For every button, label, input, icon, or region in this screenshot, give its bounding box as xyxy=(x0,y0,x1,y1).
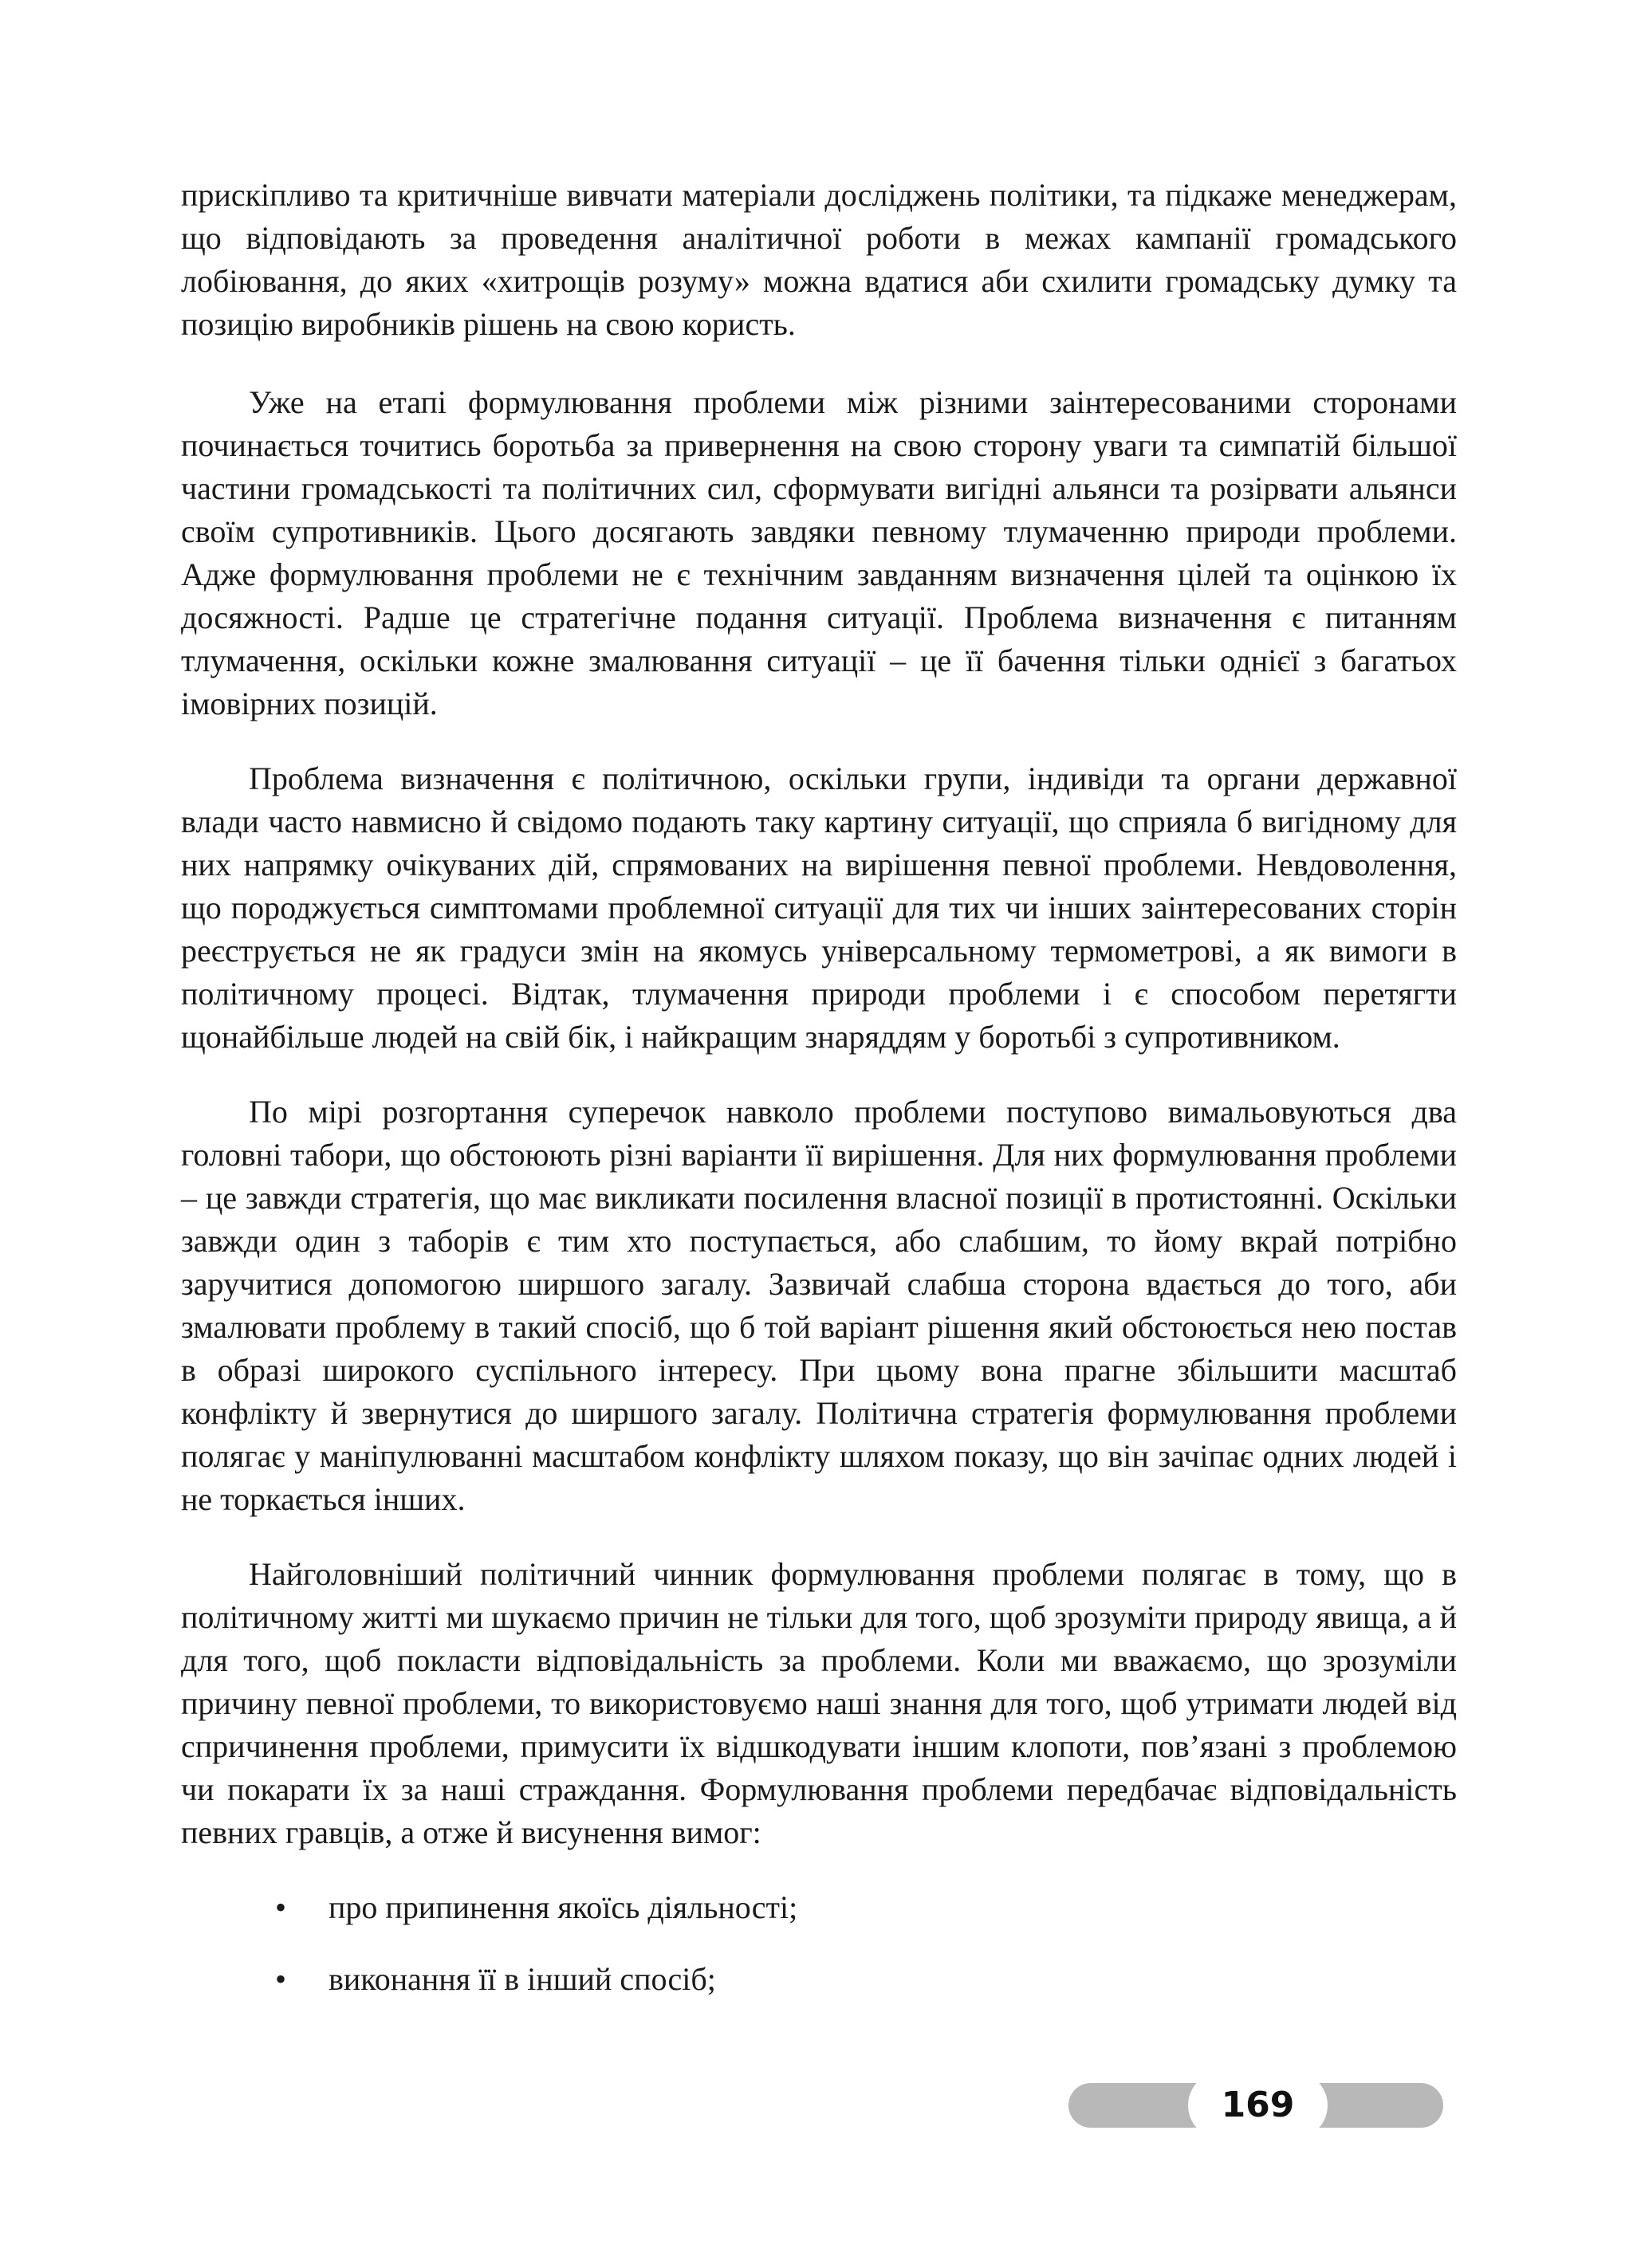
bullet-icon: • xyxy=(274,1961,286,1997)
list-item-text: виконання її в інший спосіб; xyxy=(329,1961,716,1997)
paragraph-continued: прискіпливо та критичніше вивчати матеріали досліджень політики, та підкаже менеджерам, що відповідають за проведення аналітичної роботи в межах кампанії громадського лобіювання, до яких «хитрощів розуму» можна вдатися аби схилити громадську думку та позицію виробників рішень на свою користь. xyxy=(181,177,1457,342)
list-item xyxy=(181,1958,1457,2001)
paragraph-two-camps: По мірі розгортання суперечок навколо проблеми поступово вимальовуються два головні табори, що обстоюють різні варіанти її вирішення. Для них формулювання проблеми – це завжди стратегія, що має викликати посилення власної позиції в протистоянні. Оскільки завжди один з таборів є тим хто поступається, або слабшим, то йому вкрай потрібно заручитися допомогою ширшого загалу. Зазвичай слабша сторона вдається до того, аби змалювати проблему в такий спосіб, що б той варіант рішення який обстоюється нею постав в образі широкого суспільного інтересу. При цьому вона прагне збільшити масштаб конфлікту й звернутися до ширшого загалу. Політична стратегія формулювання проблеми полягає у маніпулюванні масштабом конфлікту шляхом показу, що він зачіпає одних людей і не торкається інших. xyxy=(181,1094,1457,1517)
bullet-icon: • xyxy=(274,1889,286,1925)
list-item-text: про припинення якоїсь діяльності; xyxy=(329,1889,798,1925)
paragraph-problem-formulation: Уже на етапі формулювання проблеми між різними заінтересованими сторонами починається точитись боротьба за привернення на свою сторону уваги та симпатій більшої частини громадськості та політичних сил, сформувати вигідні альянси та розірвати альянси своїм супротивників. Цього досягають завдяки певному тлумаченню природи проблеми. Адже формулювання проблеми не є технічним завданням визначення цілей та оцінкою їх досяжності. Радше це стратегічне подання ситуації. Проблема визначення є питанням тлумачення, оскільки кожне змалювання ситуації – це її бачення тільки однієї з багатьох імовірних позицій. xyxy=(181,384,1457,721)
demands-list xyxy=(181,1886,1457,2001)
paragraph-main-political-factor: Найголовніший політичний чинник формулювання проблеми полягає в тому, що в політичному житті ми шукаємо причин не тільки для того, щоб зрозуміти природу явища, а й для того, щоб покласти відповідальність за проблеми. Коли ми вважаємо, що зрозуміли причину певної проблеми, то використовуємо наші знання для того, щоб утримати людей від спричинення проблеми, примусити їх відшкодувати іншим клопоти, пов’язані з проблемою чи покарати їх за наші страждання. Формулювання проблеми передбачає відповідальність певних гравців, а отже й висунення вимог: xyxy=(181,1556,1457,1850)
list-item xyxy=(181,1886,1457,1929)
page-number: 169 xyxy=(1192,2076,1324,2135)
page-body xyxy=(181,174,1457,2030)
paragraph-problem-definition-political: Проблема визначення є політичною, оскільки групи, індивіди та органи державної влади часто навмисно й свідомо подають таку картину ситуації, що сприяла б вигідному для них напрямку очікуваних дій, спрямованих на вирішення певної проблеми. Невдоволення, що породжується симптомами проблемної ситуації для тих чи інших заінтересованих сторін реєструється не як градуси змін на якомусь універсальному термометрові, а як вимоги в політичному процесі. Відтак, тлумачення природи проблеми і є способом перетягти щонайбільше людей на свій бік, і найкращим знаряддям у боротьбі з супротивником. xyxy=(181,761,1457,1055)
